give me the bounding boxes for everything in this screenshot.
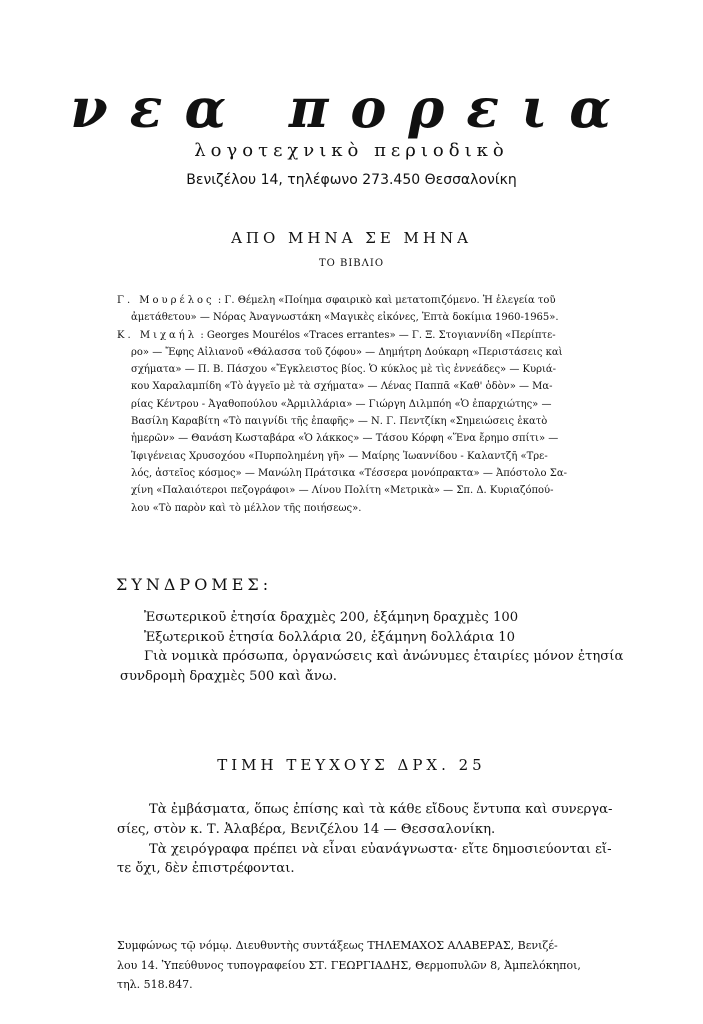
- legal-footer: [117, 936, 662, 995]
- subscriptions-heading: ΣΥΝΔΡΟΜΕΣ:: [116, 575, 273, 594]
- subscription-legal-line2: συνδρομὴ δραχμὲς 500 καὶ ἄνω.: [120, 668, 337, 684]
- review-entry: [117, 292, 662, 327]
- review-text-line: λός, ἀστεῖος κόσμος» — Μανώλη Πράτσικα «Τέσσερα μονόπρακτα» — Ἀπόστολο Σα-: [131, 467, 567, 479]
- review-text-line: Βασίλη Καραβίτη «Τὸ παιγνίδι τῆς ἐπαφῆς» — Ν. Γ. Πεντζίκη «Σημειώσεις ἑκατὸ: [131, 416, 548, 428]
- review-text-line: ἡμερῶν» — Θανάση Κωσταβάρα «Ὁ λάκκος» — Τάσου Κόρφη «Ἕνα ἔρημο σπίτι» —: [131, 433, 559, 445]
- review-text-line: χίνη «Παλαιότεροι πεζογράφοι» — Λίνου Πολίτη «Μετρικὰ» — Σπ. Δ. Κυριαζόπού-: [131, 485, 554, 497]
- manuscripts-note-line1: Τὰ χειρόγραφα πρέπει νὰ εἶναι εὐανάγνωστα· εἴτε δημοσιεύονται εἴ-: [149, 841, 612, 857]
- book-reviews-list: [117, 292, 662, 517]
- remittance-note-line1: Τὰ ἐμβάσματα, ὅπως ἐπίσης καὶ τὰ κάθε εἴδους ἔντυπα καὶ συνεργα-: [149, 802, 613, 817]
- manuscripts-note-line2: τε ὄχι, δὲν ἐπιστρέφονται.: [117, 861, 295, 877]
- section-heading: ΑΠΟ ΜΗΝΑ ΣΕ ΜΗΝΑ: [231, 229, 472, 247]
- remittance-note-line2: σίες, στὸν κ. Τ. Ἀλαβέρα, Βενιζέλου 14 — Θεσσαλονίκη.: [117, 821, 496, 837]
- review-text-line: σχήματα» — Π. Β. Πάσχου «Ἔγκλειστος βίος. Ὁ κύκλος μὲ τὶς ἐννεάδες» — Κυριά-: [131, 364, 556, 376]
- review-entry: [117, 327, 662, 517]
- review-text-line: κου Χαραλαμπίδη «Τὸ ἀγγεῖο μὲ τὰ σχήματα» — Λένας Παππᾶ «Καθ' ὁδὸν» — Μα-: [131, 381, 553, 393]
- review-text-line: Ἰφιγένειας Χρυσοχόου «Πυρπολημένη γῆ» — Μαίρης Ἰωαννίδου - Καλαντζῆ «Τρε-: [131, 450, 548, 462]
- section-subheading: ΤΟ ΒΙΒΛΙΟ: [318, 258, 385, 269]
- review-text-line: λου «Τὸ παρὸν καὶ τὸ μέλλον τῆς ποιήσεως».: [131, 502, 362, 514]
- review-text-line: ρο» — Ἔφης Αἰλιανοῦ «Θάλασσα τοῦ ζόφου» — Δημήτρη Δούκαρη «Περιστάσεις καὶ: [131, 346, 563, 358]
- subscription-domestic: Ἐσωτερικοῦ ἐτησία δραχμὲς 200, ἑξάμηνη δραχμὲς 100: [144, 610, 519, 625]
- journal-subtitle: λογοτεχνικὸ περιοδικὸ: [194, 140, 509, 161]
- notes-block: [117, 800, 663, 879]
- footer-line2: λου 14. Ὑπεύθυνος τυπογραφείου ΣΤ. ΓΕΩΡΓΙΑΔΗΣ, Θερμοπυλῶν 8, Ἀμπελόκηποι,: [117, 958, 581, 972]
- reviewer-name: Κ. Μιχαήλ: [117, 329, 198, 341]
- subscriptions-block: [120, 608, 664, 686]
- journal-address: Βενιζέλου 14, τηλέφωνο 273.450 Θεσσαλονίκη: [186, 172, 517, 188]
- journal-title: νεα πορεια: [70, 76, 633, 140]
- review-text-line: ἀμετάθετου» — Νόρας Ἀναγνωστάκη «Μαγικὲς εἰκόνες, Ἑπτὰ δοκίμια 1960-1965».: [131, 312, 559, 324]
- subscription-legal-line1: Γιὰ νομικὰ πρόσωπα, ὀργανώσεις καὶ ἀνώνυμες ἑταιρίες μόνον ἐτησία: [144, 649, 624, 664]
- footer-line1: Συμφώνως τῷ νόμῳ. Διευθυντὴς συντάξεως ΤΗΛΕΜΑΧΟΣ ΑΛΑΒΕΡΑΣ, Βενιζέ-: [117, 939, 558, 952]
- review-text-line: : Georges Mourélos «Traces errantes» — Γ. Ξ. Στογιαννίδη «Περίπτε-: [200, 329, 556, 341]
- footer-line3: τηλ. 518.847.: [117, 978, 193, 991]
- review-text-line: ρίας Κέντρου - Ἀγαθοπούλου «Ἀρμιλλάρια» — Γιώργη Διλμπόη «Ὁ ἐπαρχιώτης» —: [131, 398, 552, 410]
- subscription-foreign: Ἐξωτερικοῦ ἐτησία δολλάρια 20, ἑξάμηνη δολλάρια 10: [144, 629, 516, 645]
- issue-price: ΤΙΜΗ ΤΕΥΧΟΥΣ ΔΡΧ. 25: [217, 756, 486, 774]
- reviewer-name: Γ. Μουρέλος: [117, 295, 215, 306]
- review-text-line: : Γ. Θέμελη «Ποίημα σφαιρικὸ καὶ μετατοπιζόμενο. Ἡ ἐλεγεία τοῦ: [217, 295, 556, 306]
